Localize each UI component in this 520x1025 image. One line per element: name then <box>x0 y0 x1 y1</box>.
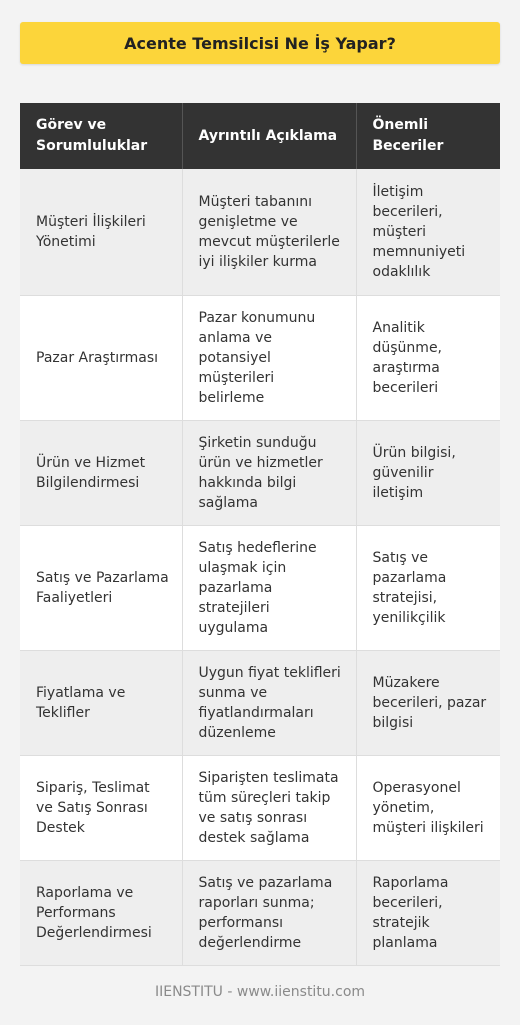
responsibilities-table <box>20 103 500 966</box>
table-row <box>20 420 500 525</box>
page-title: Acente Temsilcisi Ne İş Yapar? <box>20 22 500 64</box>
description-cell: Müşteri tabanını genişletme ve mevcut müşterilerle iyi ilişkiler kurma <box>182 169 356 295</box>
description-cell: Uygun fiyat teklifleri sunma ve fiyatlandırmaları düzenleme <box>182 650 356 755</box>
table-row <box>20 525 500 650</box>
table-row <box>20 860 500 965</box>
skills-cell: İletişim becerileri, müşteri memnuniyeti odaklılık <box>356 169 500 295</box>
column-header-skills: Önemli Beceriler <box>356 103 500 169</box>
task-cell: Ürün ve Hizmet Bilgilendirmesi <box>20 420 182 525</box>
task-cell: Pazar Araştırması <box>20 295 182 420</box>
table-row <box>20 295 500 420</box>
skills-cell: Operasyonel yönetim, müşteri ilişkileri <box>356 755 500 860</box>
footer-credit: IIENSTITU - www.iienstitu.com <box>154 984 366 1000</box>
skills-cell: Ürün bilgisi, güvenilir iletişim <box>356 420 500 525</box>
task-cell: Raporlama ve Performans Değerlendirmesi <box>20 860 182 965</box>
description-cell: Siparişten teslimata tüm süreçleri takip ve satış sonrası destek sağlama <box>182 755 356 860</box>
column-header-description: Ayrıntılı Açıklama <box>182 103 356 169</box>
table-row <box>20 755 500 860</box>
task-cell: Müşteri İlişkileri Yönetimi <box>20 169 182 295</box>
skills-cell: Satış ve pazarlama stratejisi, yenilikçilik <box>356 525 500 650</box>
description-cell: Satış ve pazarlama raporları sunma; performansı değerlendirme <box>182 860 356 965</box>
skills-cell: Analitik düşünme, araştırma becerileri <box>356 295 500 420</box>
task-cell: Satış ve Pazarlama Faaliyetleri <box>20 525 182 650</box>
column-header-tasks: Görev ve Sorumluluklar <box>20 103 182 169</box>
skills-cell: Müzakere becerileri, pazar bilgisi <box>356 650 500 755</box>
table-row <box>20 169 500 295</box>
task-cell: Fiyatlama ve Teklifler <box>20 650 182 755</box>
description-cell: Satış hedeflerine ulaşmak için pazarlama stratejileri uygulama <box>182 525 356 650</box>
task-cell: Sipariş, Teslimat ve Satış Sonrası Destek <box>20 755 182 860</box>
description-cell: Pazar konumunu anlama ve potansiyel müşterileri belirleme <box>182 295 356 420</box>
description-cell: Şirketin sunduğu ürün ve hizmetler hakkında bilgi sağlama <box>182 420 356 525</box>
table-header-row <box>20 103 500 169</box>
table-row <box>20 650 500 755</box>
skills-cell: Raporlama becerileri, stratejik planlama <box>356 860 500 965</box>
